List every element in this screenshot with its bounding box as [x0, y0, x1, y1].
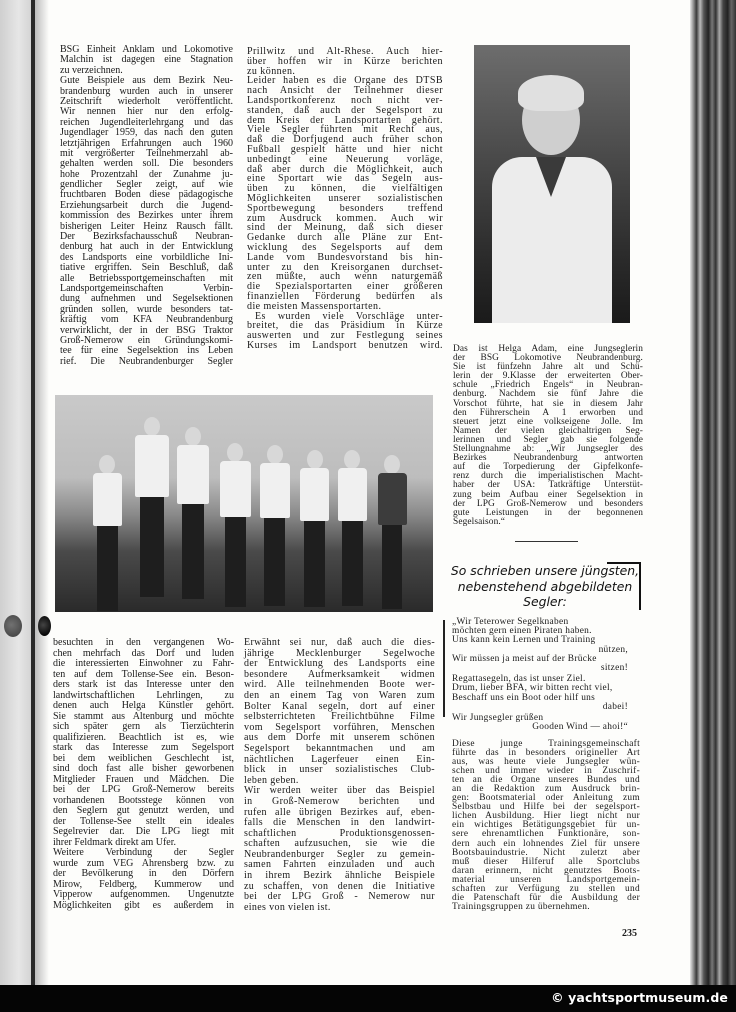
text-line: unbedingt eine Neuerung vorläge, — [247, 153, 443, 165]
text-line: ders stark ist das Interesse unter den — [53, 679, 234, 690]
text-line: tiative ergriffen. Sein Beschluß, daß — [60, 262, 233, 274]
divider-rule — [515, 541, 578, 542]
text-line: bei der LPG Groß-Nemerow bereits — [53, 784, 234, 795]
text-line: zu schaffen, von denen die Initiative — [244, 880, 435, 892]
text-line: bisherigen Leiter Heinz Rausch fällt. — [60, 220, 233, 232]
text-line: Weitere Verbindung der Segler — [53, 847, 234, 858]
text-line: gründen sollen, wurde besonders tat- — [60, 303, 233, 315]
text-line: wird. Alle teilnehmenden Boote wer- — [244, 679, 435, 691]
text-line: schaftlichen Produktionsgenossen- — [244, 827, 435, 839]
text-line: BSG Einheit Anklam und Lokomotive — [60, 44, 233, 55]
text-line: Gute Beispiele aus dem Bezirk Neu- — [60, 75, 233, 87]
text-line: den Führerschein A 1 erworben und — [453, 407, 643, 418]
text-line: zu können. — [247, 65, 296, 77]
text-line: Mirow, Feldberg, Kummerow und — [53, 878, 234, 890]
text-line: hohe Prozentzahl der Zunahme ju- — [60, 168, 233, 180]
group-photo-young-sailors — [55, 395, 433, 612]
text-line: denen auch Helga Künstler gehört. — [53, 700, 234, 711]
text-line: Das ist Helga Adam, eine Jungseglerin — [453, 344, 643, 354]
text-line: schule „Friedrich Engels“ in Neubran- — [453, 380, 643, 391]
text-line: chen mehrfach das Dorf und luden — [53, 647, 234, 659]
letter-heading-line: Segler: — [523, 594, 567, 609]
copyright-watermark: © yachtsportmuseum.de — [551, 990, 728, 1005]
text-line: auswerten und zur Festlegung seines — [247, 330, 443, 342]
page-edge-left — [0, 0, 31, 985]
text-line: ten auf dem Tollense-See ein. Beson- — [53, 668, 234, 680]
letter-heading-line: So schrieben unsere jüngsten, — [450, 563, 640, 578]
poem-line: Drum, lieber BFA, wir bitten recht viel, — [452, 683, 613, 694]
gutter-shadow — [35, 0, 49, 985]
text-line: dern auch ein lohnendes Ziel für unsere — [452, 838, 640, 849]
book-binding-right — [690, 0, 736, 985]
text-line: Viele Segler führten mit Recht aus, — [247, 124, 443, 136]
text-line: muß dieser Hilferuf alle Sportclubs — [452, 856, 640, 867]
text-line: Trainingsgruppen zu übernehmen. — [452, 901, 590, 912]
text-line: ihrer Feldmark direkt am Ufer. — [53, 836, 177, 848]
text-line: daß die Dorfjugend auch früher schon — [247, 134, 443, 146]
text-line: sich später gern als Tierzüchterin — [53, 721, 234, 732]
text-line: daß aber durch die Möglichkeit, auch — [247, 163, 443, 175]
text-line: ten an die Organe unseres Bundes und — [452, 775, 640, 786]
text-line: qualifizieren. Beachtlich ist es, wie — [53, 731, 234, 743]
text-line: schen und immer wieder in Zuschrif- — [452, 766, 640, 777]
text-line: landwirtschaftlichen Lehrlingen, zu — [53, 689, 234, 701]
text-line: verwirklicht, der in der BSG Traktor — [60, 324, 233, 336]
poem-line: Regattasegeln, das ist unser Ziel. — [452, 674, 586, 685]
letter-heading — [450, 563, 640, 610]
text-line: nächtlichen Lagerfeuer einen Ein- — [244, 753, 435, 765]
text-line: Fußball gespielt hätte und hier nicht — [247, 143, 443, 155]
text-line: Landsportkonferenz noch nicht ver- — [247, 94, 443, 106]
text-line: gehalten werden soll. Die besonders — [60, 158, 233, 170]
poem-line: Gooden Wind — ahoi!“ — [532, 722, 628, 733]
text-line: finanziellen Förderung bedürfen als — [247, 290, 443, 302]
text-line: Kurses im Landsport benutzen wird. — [247, 339, 443, 351]
text-line: Segelsaison.“ — [453, 516, 506, 527]
text-line: brandenburg wurden auch in unserer — [60, 85, 233, 97]
text-line: aus, was heute viele Jungsegler wün- — [452, 757, 640, 768]
text-line: Neubrandenburger Segler zu gemein- — [244, 848, 435, 860]
text-line: führte das in besonders origineller Art — [452, 748, 640, 759]
text-line: sind der Meinung, daß sich dieser — [247, 222, 443, 234]
text-line: Malchin ist dagegen eine Stagnation — [60, 54, 233, 66]
text-line: kräftig vom KFA Neubrandenburg — [60, 314, 233, 326]
text-line: jährige Mecklenburger Segelwoche — [244, 647, 435, 659]
text-line: rief. Die Neubrandenburger Segler — [60, 355, 233, 367]
poem-line: Uns kann kein Lernen und Training — [452, 635, 596, 646]
text-line: üben zu können, die vielfältigen — [247, 183, 443, 195]
text-line: denburg. Nachdem sie fünf Jahre die — [453, 389, 643, 400]
text-line: Bezirkes Neubrandenburg antworten — [453, 453, 643, 464]
text-line: in ihrem Bezirk ähnliche Beispiele — [244, 870, 435, 882]
text-line: Es wurden viele Vorschläge unter- — [255, 310, 443, 322]
text-line: Bootsbauindustrie. Nicht zuletzt aber — [452, 847, 640, 858]
text-line: den an einem Tag von Waren zum — [244, 689, 435, 701]
article-column-top-middle — [247, 47, 443, 351]
poem-line: möchten gern einen Piraten haben. — [452, 626, 592, 637]
text-line: Landsportgemeinschaften Verbin- — [60, 282, 233, 294]
text-line: Namen der vielen gleichaltrigen Seg- — [453, 425, 643, 436]
text-line: gendlicher Segler zeigt, auf wie — [60, 179, 233, 191]
text-line: Wir nennen hier nur den erfolg- — [60, 106, 233, 118]
text-line: standen, daß auch der Segelsport zu — [247, 104, 443, 116]
text-line: über hoffen wir in Kürze berichten — [247, 55, 443, 67]
text-line: zung beim Aufbau einer Segelsektion in — [453, 489, 643, 500]
text-line: Vipperow aufgenommen. Ungenutzte — [53, 889, 234, 900]
letter-heading-line: nebenstehend abgebildeten — [457, 578, 633, 594]
text-line: der Bevölkerung in den Dörfern — [53, 868, 234, 879]
text-line: rufen alle übrigen Bezirkes auf, eben- — [244, 806, 435, 818]
text-line: der Tollense-See stellt ein ideales — [53, 815, 234, 827]
text-line: Sie stammt aus Altenburg und möchte — [53, 710, 234, 722]
article-column-top-left — [60, 45, 233, 367]
text-line: denburg hat auch in der Entwicklung — [60, 241, 233, 253]
punch-hole-icon — [38, 616, 51, 636]
text-line: blick in unser sozialistisches Club- — [244, 764, 435, 776]
text-line: selbsterrichteten Freilichtbühne Filme — [244, 711, 435, 723]
text-line: Mitglieder Frauen und Mädchen. Die — [53, 773, 234, 785]
poem-line: „Wir Teterower Segelknaben — [452, 617, 569, 627]
text-line: sind doch fast alle bisher geworbenen — [53, 763, 234, 774]
text-line: gen: Bootsmaterial oder Anleitung zum — [452, 793, 640, 804]
portrait-photo-helga-adam — [474, 45, 630, 323]
text-line: Jugendlager 1959, das nach den guten — [60, 127, 233, 139]
poem-line: dabei! — [602, 701, 628, 712]
text-line: daran erinnern, nicht genutztes Boots- — [452, 865, 640, 876]
text-line: auf die Torpedierung der Gipfelkonfe- — [453, 462, 643, 473]
text-line: eine Sportart wie das Segeln aus- — [247, 173, 443, 185]
text-line: Selbstbau und Hilfe bei der segelsport- — [452, 802, 640, 813]
text-line: ein wichtiges Betätigungsgebiet für un- — [452, 820, 640, 831]
text-line: Zeitschrift wiederholt veröffentlicht. — [60, 95, 233, 107]
poem-line: Wir Jungsegler grüßen — [452, 712, 544, 723]
punch-hole-icon — [4, 615, 22, 637]
text-line: gute Leistungen in der begonnenen — [453, 507, 643, 518]
text-line: des Landsports eine vorbildliche Ini- — [60, 251, 233, 263]
text-line: Der Bezirksfachausschuß Neubran- — [60, 231, 233, 243]
page-number: 235 — [622, 928, 637, 939]
text-line: Leider haben es die Organe des DTSB — [247, 75, 443, 87]
poem-line: nützen, — [598, 644, 628, 655]
text-line: Wir werden weiter über das Beispiel — [244, 785, 435, 797]
text-line: material unseren Landsportgemein- — [452, 874, 640, 885]
text-line: die meisten Massensportarten. — [247, 300, 382, 312]
text-line: dem Kreis der Landsportarten gehört. — [247, 114, 443, 126]
text-line: vorhandenen Bootsstege können von — [53, 794, 234, 806]
text-line: Möglichkeiten unserer sozialistischen — [247, 192, 443, 204]
text-line: aus dem Dorfe mit unserem schönen — [244, 732, 435, 744]
text-line: lerinnen und Segler gab sie folgende — [453, 434, 643, 445]
text-line: fruchtbaren Boden diese pädagogische — [60, 189, 233, 201]
text-line: letztjährigen Erfahrungen auch 1960 — [60, 137, 233, 149]
text-line: zum Ausdruck kommen. Auch wir — [247, 212, 443, 224]
text-line: Diese junge Trainingsgemeinschaft — [452, 739, 640, 749]
text-line: leben geben. — [244, 774, 299, 786]
text-line: dung aufnehmen und Segelsektionen — [60, 293, 233, 305]
text-line: schaften zur Verfügung zu stellen und — [452, 883, 640, 894]
text-line: Stellungnahme ab: „Wir Jungsegler des — [453, 444, 643, 455]
text-line: der Entwicklung des Landsports eine — [244, 658, 435, 670]
text-line: der LPG Groß-Nemerow und besonders — [453, 498, 643, 509]
text-line: sere ehrenamtlichen Funktionäre, son- — [452, 829, 640, 840]
poem-line: sitzen! — [600, 662, 628, 673]
text-line: Erziehungsarbeit durch die Jugend- — [60, 199, 233, 211]
text-line: Möglichkeiten gibt es außerdem in — [53, 899, 234, 911]
text-line: Vorschot führte, hat sie in diesem Jahr — [453, 398, 643, 409]
text-line: in Groß-Nemerow berichten und — [244, 795, 435, 807]
article-column-bottom-left — [53, 638, 234, 911]
text-line: der BSG Lokomotive Neubrandenburg. — [453, 353, 643, 364]
text-line: vom Segelsport vorführen, Menschen — [244, 721, 435, 733]
poem-line: Wir müssen ja meist auf der Brücke — [452, 653, 597, 664]
letter-frame-left — [443, 620, 445, 717]
text-line: an die Redaktion zum Ausdruck brin- — [452, 784, 640, 795]
text-line: wicklung des Segelsports auf dem — [247, 241, 443, 253]
text-line: Lande vom Bundesvorstand bis hin- — [247, 251, 443, 263]
text-line: Segelrevier dar. Die LPG liegt mit — [53, 826, 234, 837]
text-line: Sie ist fünfzehn Jahre alt und Schü- — [453, 362, 643, 373]
text-line: falls die Menschen in den landwirt- — [244, 817, 435, 829]
text-line: Bolter Kanal segeln, dort auf einer — [244, 700, 435, 712]
text-line: Gedanke durch alle Pläne zur Ent- — [247, 232, 443, 244]
text-line: Sportbewegung besonders treffend — [247, 202, 443, 214]
text-line: haber der USA: Tatkräftige Unterstüt- — [453, 480, 643, 491]
text-line: tee für eine Segelsektion ins Leben — [60, 345, 233, 357]
text-line: unter zu den Kreisorganen durchset- — [247, 261, 443, 273]
photo-caption-helga-adam — [453, 345, 643, 527]
text-line: eines von vielen ist. — [244, 901, 331, 913]
letter-poem — [452, 618, 628, 732]
text-line: bei der LPG Groß - Nemerow nur — [244, 891, 435, 903]
text-line: breitet, die das Präsidium in Kürze — [247, 320, 443, 332]
text-line: reichen Jugendleiterlehrgang und das — [60, 116, 233, 128]
text-line: besuchten in den vergangenen Wo- — [53, 637, 234, 648]
text-line: die Patenschaft für die Ausbildung der — [452, 892, 640, 903]
text-line: besondere Aufmerksamkeit widmen — [244, 668, 435, 680]
text-line: nach Ansicht der Teilnehmer dieser — [247, 85, 443, 97]
text-line: lichen Ausbildung. Hier liegt nicht nur — [452, 811, 640, 822]
text-line: mit vergrößerter Teilnehmerzahl ab- — [60, 147, 233, 159]
text-line: Groß-Nemerow ein Gründungskomi- — [60, 334, 233, 346]
text-line: bei dem weiblichen Geschlecht ist, — [53, 752, 234, 764]
text-line: samen Fahrten einzuladen und auch — [244, 859, 435, 871]
text-line: die Spezialsportarten einer größeren — [247, 281, 443, 293]
text-line: die interessierten Einwohner zu Fahr- — [53, 658, 234, 669]
text-line: Erwähnt sei nur, daß auch die dies- — [244, 637, 435, 648]
text-line: stark das Interesse zum Segelsport — [53, 742, 234, 753]
text-line: steuert jetzt eine volkseigene Jolle. Im — [453, 416, 643, 427]
text-line: renz durch die imperialistischen Macht- — [453, 471, 643, 482]
text-line: alle Betriebssportgemeinschaften mit — [60, 272, 233, 284]
poem-line: Beschaff uns ein Boot oder hilf uns — [452, 692, 596, 703]
text-line: wurde zum VEG Ahrensberg bzw. zu — [53, 857, 234, 869]
article-column-bottom-right — [452, 740, 640, 912]
text-line: zen müßte, auch wenn naturgemäß — [247, 271, 443, 283]
text-line: den Seglern gut genutzt werden, und — [53, 805, 234, 816]
article-column-bottom-middle — [244, 638, 435, 913]
text-line: Segelsport bekanntmachen und am — [244, 742, 435, 754]
text-line: lerin der 9.Klasse der erweiterten Ober- — [453, 371, 643, 382]
text-line: zu verzeichnen. — [60, 64, 123, 76]
text-line: Prillwitz und Alt-Rhese. Auch hier- — [247, 46, 443, 57]
text-line: schaften aufzusuchen, sie wie die — [244, 838, 435, 850]
text-line: kommission des Bezirkes unter ihrem — [60, 210, 233, 222]
